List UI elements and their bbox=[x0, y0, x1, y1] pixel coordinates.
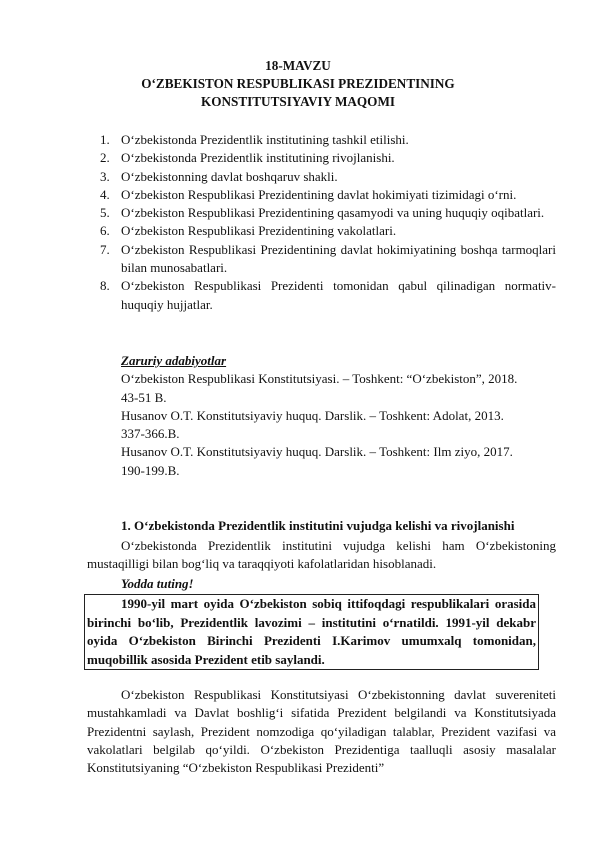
literature-line: Husanov O.T. Konstitutsiyaviy huquq. Darslik. – Toshkent: Adolat, 2013. bbox=[121, 407, 504, 423]
list-item: 1. O‘zbekistonda Prezidentlik institutining tashkil etilishi. bbox=[100, 132, 409, 147]
remember-label: Yodda tuting! bbox=[121, 576, 194, 591]
literature-block bbox=[121, 352, 561, 480]
list-item: 6. O‘zbekiston Respublikasi Prezidentining vakolatlari. bbox=[100, 223, 397, 239]
literature-line: O‘zbekiston Respublikasi Konstitutsiyasi. – Toshkent: “O‘zbekiston”, 2018. bbox=[121, 371, 518, 387]
paragraph: O‘zbekiston Respublikasi Konstitutsiyasi O‘zbekistonning davlat suvereniteti mustahkamladi va Davlat boshlig‘i sifatida Prezident belgilandi va Konstitutsiyada Prezidentni saylash, Prezident nomzodiga qo‘yiladigan talablar, Prezident vazifasi va vakolatlari belgilab qo‘yildi. O‘zbekiston Prezidentiga taalluqli asosiy masalalar Konstitutsiyaning “O‘zbekiston Respublikasi Prezidenti” bbox=[87, 687, 556, 776]
list-item: 3. O‘zbekistonning davlat boshqaruv shakli. bbox=[100, 168, 338, 184]
list-item: 5. O‘zbekiston Respublikasi Prezidentining qasamyodi va uning huquqiy oqibatlari. bbox=[100, 205, 545, 221]
plan-list bbox=[100, 131, 556, 314]
title-line-2: KONSTITUTSIYAVIY MAQOMI bbox=[200, 94, 396, 109]
paragraph: O‘zbekistonda Prezidentlik institutini vujudga kelishi ham O‘zbekistoning mustaqilligi bilan bog‘liq va taraqqiyoti kafolatlaridan hisoblanadi. bbox=[87, 538, 556, 572]
remember-box: 1990-yil mart oyida O‘zbekiston sobiq ittifoqdagi respublikalari orasida birinchi bo‘lib, Prezidentlik lavozimi – institutini o‘rnatildi. 1991-yil dekabr oyida O‘zbekiston Birinchi Prezidenti I.Karimov umumxalq tomonidan, muqobillik asosida Prezident etib saylandi. bbox=[84, 594, 539, 670]
list-item: 8. O‘zbekiston Respublikasi Prezidenti tomonidan qabul qilinadigan normativ-huquqiy hujjatlar. bbox=[100, 278, 556, 312]
list-item: 4. O‘zbekiston Respublikasi Prezidentining davlat hokimiyati tizimidagi o‘rni. bbox=[100, 186, 517, 202]
topic-number: 18-MAVZU bbox=[265, 58, 331, 73]
section-heading: 1. O‘zbekistonda Prezidentlik institutini vujudga kelishi va rivojlanishi bbox=[121, 518, 515, 533]
literature-line: 43-51 B. bbox=[121, 389, 167, 405]
list-item: 2. O‘zbekistonda Prezidentlik institutining rivojlanishi. bbox=[100, 150, 395, 166]
literature-line: Husanov O.T. Konstitutsiyaviy huquq. Darslik. – Toshkent: Ilm ziyo, 2017. bbox=[121, 444, 513, 460]
title-line-1: O‘ZBEKISTON RESPUBLIKASI PREZIDENTINING bbox=[141, 76, 455, 91]
literature-heading: Zaruriy adabiyotlar bbox=[121, 353, 227, 368]
list-item: 7. O‘zbekiston Respublikasi Prezidentining davlat hokimiyatining boshqa tarmoqlari bilan munosabatlari. bbox=[100, 241, 556, 276]
literature-line: 190-199.B. bbox=[121, 462, 180, 478]
literature-line: 337-366.B. bbox=[121, 426, 180, 442]
